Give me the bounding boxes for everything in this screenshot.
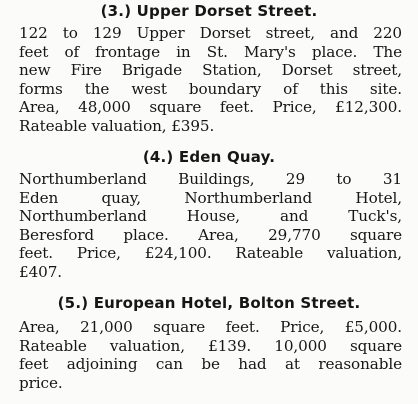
text-line: Beresford place. Area, 29,770 square bbox=[19, 225, 402, 244]
section-heading-eden-quay: (4.) Eden Quay. bbox=[142, 148, 276, 166]
text-line: Eden quay, Northumberland Hotel, bbox=[19, 188, 402, 207]
text-line: Rateable valuation, £139. 10,000 square bbox=[19, 336, 402, 355]
section-heading-european-hotel: (5.) European Hotel, Bolton Street. bbox=[57, 294, 361, 312]
section-body-european-hotel bbox=[19, 318, 402, 392]
text-line: feet of frontage in St. Mary's place. The bbox=[19, 42, 402, 61]
text-line: Rateable valuation, £395. bbox=[19, 116, 215, 135]
text-line: price. bbox=[19, 373, 63, 392]
text-line: Northumberland Buildings, 29 to 31 bbox=[19, 170, 402, 188]
section-body-upper-dorset-street bbox=[19, 24, 402, 136]
text-line: 122 to 129 Upper Dorset street, and 220 bbox=[19, 24, 402, 42]
section-body-eden-quay bbox=[19, 170, 402, 282]
text-line: Area, 21,000 square feet. Price, £5,000. bbox=[19, 318, 402, 336]
text-line: new Fire Brigade Station, Dorset street, bbox=[19, 61, 402, 80]
text-line: feet adjoining can be had at reasonable bbox=[19, 355, 402, 374]
section-heading-upper-dorset-street: (3.) Upper Dorset Street. bbox=[100, 2, 318, 20]
text-line: £407. bbox=[19, 262, 62, 281]
text-line: Northumberland House, and Tuck's, bbox=[19, 207, 402, 226]
text-line: Area, 48,000 square feet. Price, £12,300. bbox=[19, 98, 402, 117]
text-line: forms the west boundary of this site. bbox=[19, 79, 402, 98]
text-line: feet. Price, £24,100. Rateable valuation, bbox=[19, 244, 402, 263]
